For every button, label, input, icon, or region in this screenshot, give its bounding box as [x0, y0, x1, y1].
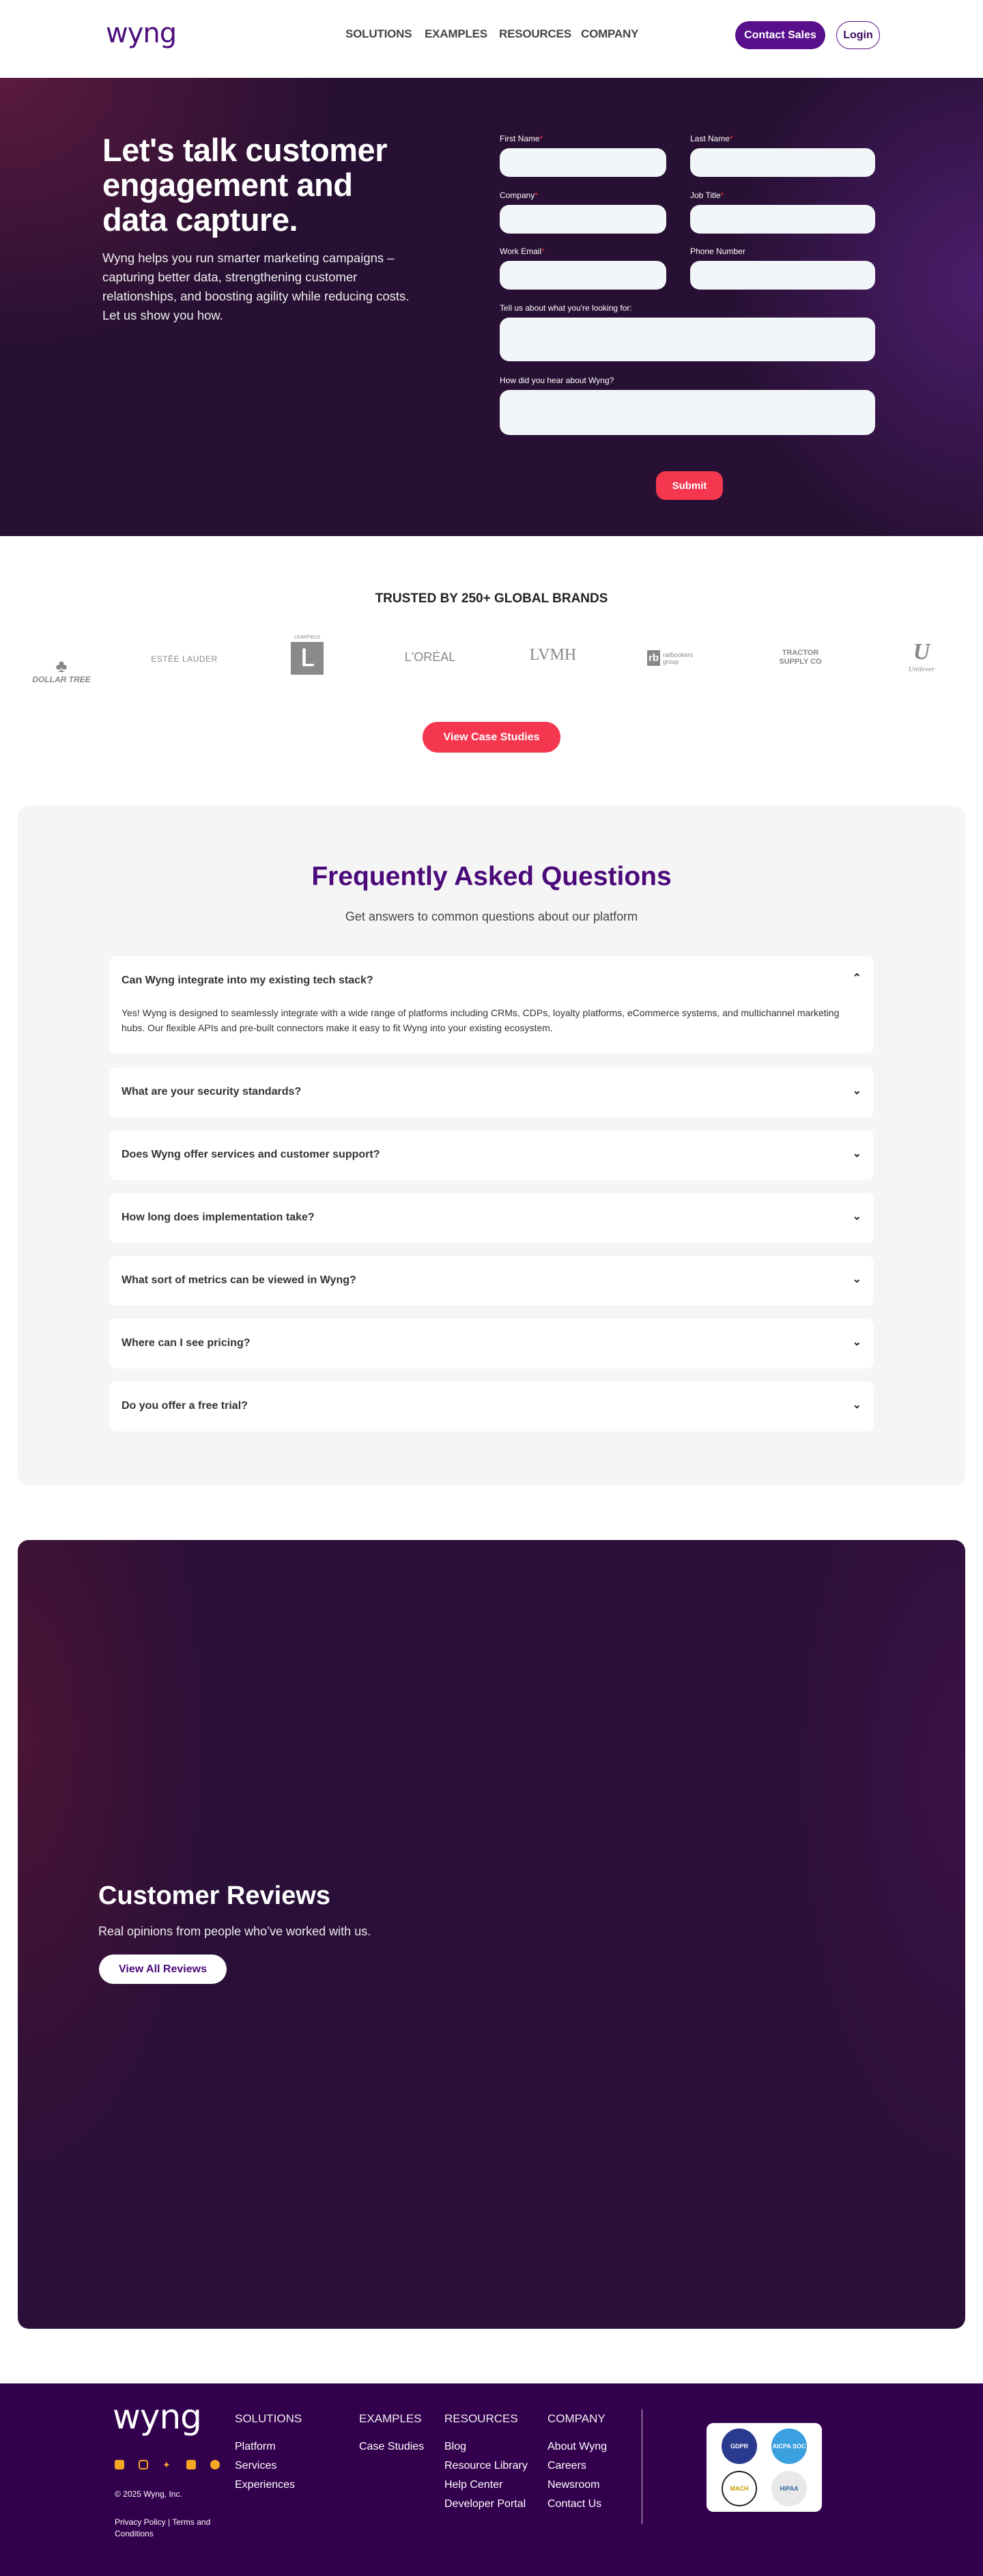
faq-question: Where can I see pricing?	[122, 1337, 251, 1349]
faq-item[interactable]	[109, 1067, 874, 1117]
view-case-studies-button[interactable]: View Case Studies	[423, 722, 560, 753]
chevron-up-icon: ⌃	[852, 972, 861, 984]
reviews-title: Customer Reviews	[98, 1881, 331, 1910]
twitter-icon[interactable]: ✦	[162, 2459, 171, 2470]
hero-description: Wyng helps you run smarter marketing campaigns – capturing better data, strengthening customer relationships, and boosting agility while reducing costs. Let us show you how.	[102, 251, 410, 322]
reviews-subtitle: Real opinions from people who’ve worked with us.	[98, 1924, 371, 1938]
chevron-down-icon: ⌄	[852, 1085, 861, 1097]
brand-logo-unilever: U Unilever	[901, 639, 942, 673]
footer-link[interactable]: Developer Portal	[444, 2498, 526, 2510]
site-header	[0, 0, 983, 78]
footer-link[interactable]: Careers	[547, 2460, 586, 2472]
chevron-down-icon: ⌄	[852, 1148, 861, 1160]
faq-question: How long does implementation take?	[122, 1212, 315, 1223]
faq-question: Do you offer a free trial?	[122, 1400, 248, 1412]
chevron-down-icon: ⌄	[852, 1211, 861, 1222]
footer-col-title: SOLUTIONS	[235, 2412, 302, 2425]
company-input[interactable]	[500, 205, 666, 234]
footer-link[interactable]: Case Studies	[359, 2441, 425, 2452]
youtube-icon[interactable]	[186, 2460, 196, 2469]
chevron-down-icon: ⌄	[852, 1274, 861, 1285]
chevron-down-icon: ⌄	[852, 1399, 861, 1411]
hear-about-label: How did you hear about Wyng?	[500, 376, 614, 385]
chevron-down-icon: ⌄	[852, 1336, 861, 1348]
footer-link[interactable]: Platform	[235, 2441, 276, 2452]
footer-link[interactable]: Help Center	[444, 2479, 503, 2491]
brand-logo-tractor-supply: TRACTOR SUPPLY CO	[779, 649, 822, 666]
submit-button[interactable]: Submit	[656, 471, 723, 500]
faq-question: What sort of metrics can be viewed in Wyng?	[122, 1274, 356, 1286]
faq-item[interactable]	[109, 1193, 874, 1243]
login-button[interactable]: Login	[836, 21, 880, 49]
faq-item[interactable]	[109, 1319, 874, 1369]
faq-item[interactable]	[109, 1382, 874, 1431]
footer-link[interactable]: Resource Library	[444, 2460, 528, 2472]
faq-section	[18, 806, 965, 1485]
brand-logo-loreal: L'ORÉAL	[404, 650, 456, 664]
faq-item[interactable]	[109, 1130, 874, 1180]
faq-item[interactable]	[109, 1256, 874, 1306]
brand-logo-lvmh: LVMH	[529, 646, 577, 664]
nav-company[interactable]: COMPANY	[581, 27, 639, 40]
view-all-reviews-button[interactable]: View All Reviews	[99, 1955, 227, 1984]
footer-col-title: RESOURCES	[444, 2412, 518, 2425]
nav-resources[interactable]: RESOURCES	[499, 27, 571, 40]
brand-logo-dollar-tree: ♣ DOLLAR TREE	[27, 657, 96, 684]
mach-badge: MACH	[722, 2471, 757, 2506]
faq-question: Can Wyng integrate into my existing tech stack?	[122, 975, 373, 986]
aicpa-soc-badge: AICPA SOC	[771, 2428, 807, 2464]
facebook-icon[interactable]	[210, 2460, 220, 2469]
learfield-mark-icon: Ⅼ	[291, 642, 324, 675]
gdpr-badge: GDPR	[722, 2428, 757, 2464]
nav-solutions[interactable]: SOLUTIONS	[345, 27, 412, 40]
looking-for-label: Tell us about what you're looking for:	[500, 303, 632, 313]
hipaa-badge: HIPAA	[771, 2471, 807, 2506]
brand-logo-railbookers: rb railbookers group	[649, 651, 694, 665]
rb-mark-icon: rb	[647, 650, 660, 666]
compliance-badges	[707, 2423, 822, 2512]
contact-sales-button[interactable]: Contact Sales	[735, 21, 825, 49]
hear-about-textarea[interactable]	[500, 390, 875, 435]
brand-logo-estee-lauder: ESTĒE LAUDER	[151, 654, 218, 664]
job-title-input[interactable]	[690, 205, 875, 234]
first-name-input[interactable]	[500, 148, 666, 177]
legal-links[interactable]: Privacy Policy | Terms and Conditions	[115, 2517, 211, 2538]
first-name-label: First Name*	[500, 134, 543, 143]
footer-link[interactable]: About Wyng	[547, 2441, 608, 2452]
brand-logo-learfield: LEARFIELD Ⅼ	[287, 635, 328, 675]
faq-question: Does Wyng offer services and customer support?	[122, 1149, 380, 1160]
instagram-icon[interactable]	[139, 2460, 148, 2469]
linkedin-icon[interactable]	[115, 2460, 124, 2469]
nav-examples[interactable]: EXAMPLES	[425, 27, 487, 40]
phone-input[interactable]	[690, 261, 875, 290]
customer-reviews-section	[18, 1540, 965, 2329]
work-email-label: Work Email*	[500, 247, 545, 256]
job-title-label: Job Title*	[690, 191, 724, 200]
footer-link[interactable]: Services	[235, 2460, 277, 2472]
copyright: © 2025 Wyng, Inc.	[115, 2489, 182, 2499]
wyng-logo[interactable]: wyng	[106, 18, 177, 49]
footer-link[interactable]: Contact Us	[547, 2498, 602, 2510]
faq-title: Frequently Asked Questions	[311, 862, 672, 891]
footer-link[interactable]: Newsroom	[547, 2479, 600, 2491]
work-email-input[interactable]	[500, 261, 666, 290]
unilever-u-icon: U	[913, 639, 930, 664]
footer-wyng-logo[interactable]: wyng	[113, 2397, 201, 2437]
faq-question: What are your security standards?	[122, 1086, 302, 1097]
looking-for-textarea[interactable]	[500, 318, 875, 361]
site-footer	[0, 2383, 983, 2576]
hero-title: Let's talk customer engagement and data capture.	[102, 132, 387, 238]
faq-answer: Yes! Wyng is designed to seamlessly integrate with a wide range of platforms including CRMs, CDPs, loyalty platforms, eCommerce systems, and multichannel marketing hubs. Our flexible APIs and pre-built connectors make it easy to fit Wyng into your existing ecosystem.	[122, 1007, 840, 1033]
footer-col-title: COMPANY	[547, 2412, 606, 2425]
faq-item[interactable]	[109, 956, 874, 1053]
footer-col-title: EXAMPLES	[359, 2412, 422, 2425]
footer-link[interactable]: Blog	[444, 2441, 467, 2452]
trusted-title: TRUSTED BY 250+ GLOBAL BRANDS	[375, 591, 608, 606]
hero-section	[0, 78, 983, 536]
last-name-input[interactable]	[690, 148, 875, 177]
faq-subtitle: Get answers to common questions about our platform	[345, 910, 638, 923]
phone-label: Phone Number	[690, 247, 745, 256]
tree-icon: ♣	[55, 656, 68, 676]
company-label: Company*	[500, 191, 539, 200]
last-name-label: Last Name*	[690, 134, 733, 143]
footer-link[interactable]: Experiences	[235, 2479, 296, 2491]
